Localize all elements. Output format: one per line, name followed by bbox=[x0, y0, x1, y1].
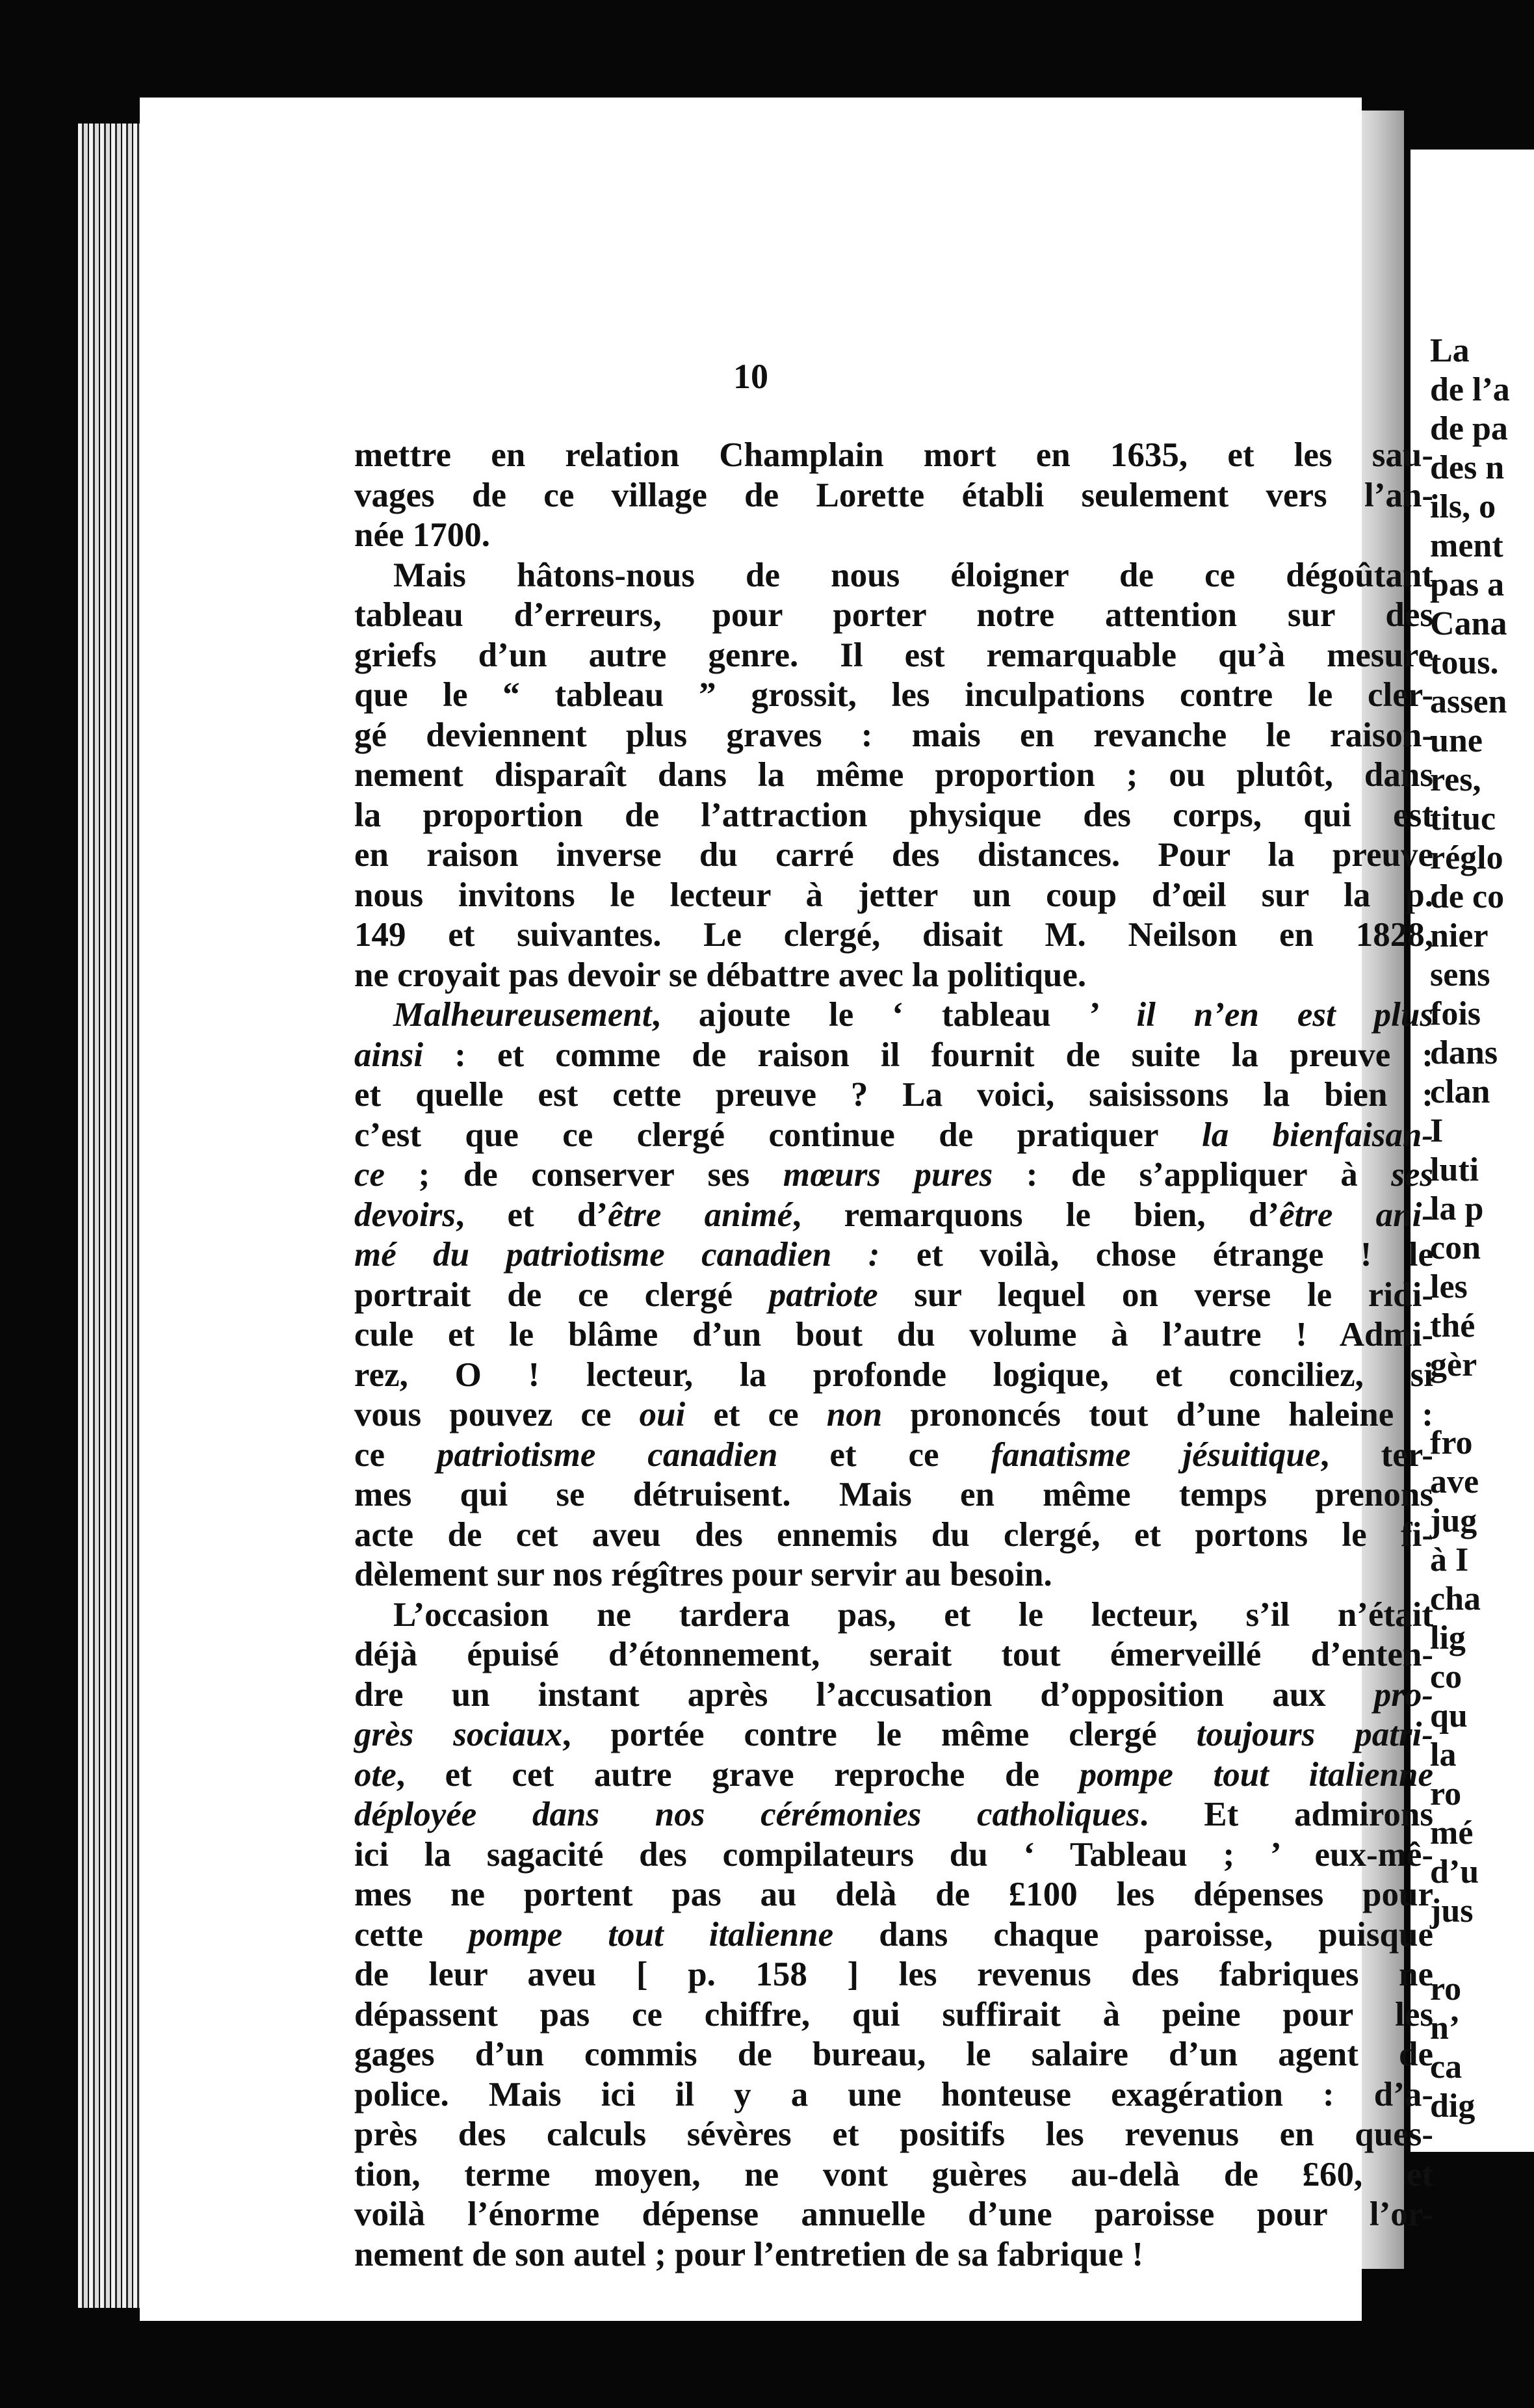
text-segment: ; de conserver ses bbox=[385, 1156, 783, 1194]
facing-fragment: la p bbox=[1430, 1190, 1484, 1227]
italic-segment: toujours patri- bbox=[1196, 1716, 1433, 1753]
text-line: près des calculs sévères et positifs les revenus en ques- bbox=[354, 2115, 1433, 2153]
facing-fragment: nier bbox=[1430, 917, 1488, 954]
facing-fragment: cha bbox=[1430, 1580, 1481, 1617]
facing-fragment: pas a bbox=[1430, 566, 1505, 603]
facing-fragment: de l’a bbox=[1430, 371, 1510, 408]
facing-fragment: les bbox=[1430, 1268, 1468, 1305]
text-line: déjà épuisé d’étonnement, serait tout émerveillé d’enten- bbox=[354, 1636, 1433, 1673]
facing-fragment: fro bbox=[1430, 1424, 1473, 1461]
facing-fragment: co bbox=[1430, 1658, 1462, 1695]
text-segment: et ce bbox=[685, 1396, 827, 1433]
italic-segment: mœurs pures bbox=[783, 1156, 993, 1194]
text-line: ici la sagacité des compilateurs du ‘ Tableau ; ’ eux-mê- bbox=[354, 1835, 1433, 1874]
text-line: ne croyait pas devoir se débattre avec la politique. bbox=[354, 956, 1087, 994]
italic-segment: mé du patriotisme canadien : bbox=[354, 1236, 880, 1274]
text-line: police. Mais ici il y a une honteuse exagération : d’a- bbox=[354, 2075, 1433, 2114]
italic-segment: Malheureusement bbox=[393, 996, 652, 1034]
text-line bbox=[354, 1116, 1433, 1156]
text-line: en raison inverse du carré des distances. Pour la preuve bbox=[354, 836, 1433, 874]
text-line: de leur aveu [ p. 158 ] les revenus des fabriques ne bbox=[354, 1956, 1433, 1993]
italic-segment: ses bbox=[1391, 1156, 1433, 1194]
text-segment: : et comme de raison il fournit de suite la preuve : bbox=[423, 1036, 1433, 1074]
italic-segment: pompe tout italienne bbox=[1079, 1755, 1433, 1794]
text-segment: . Et admirons bbox=[1139, 1796, 1433, 1833]
facing-fragment bbox=[1430, 1385, 1510, 1424]
text-segment: et voilà, chose étrange ! le bbox=[879, 1236, 1434, 1274]
text-line bbox=[354, 995, 1433, 1036]
text-line bbox=[354, 1036, 1433, 1076]
text-line bbox=[354, 1395, 1433, 1435]
italic-segment: ote bbox=[354, 1755, 396, 1794]
text-line: dèlement sur nos régîtres pour servir au besoin. bbox=[354, 1556, 1052, 1593]
facing-fragment: luti bbox=[1430, 1151, 1479, 1188]
facing-fragment: ils, o bbox=[1430, 488, 1496, 525]
text-segment: c’est que ce clergé continue de pratiquer bbox=[354, 1116, 1202, 1154]
facing-fragment: mé bbox=[1430, 1814, 1474, 1852]
facing-fragment: de co bbox=[1430, 878, 1505, 915]
text-line: gé deviennent plus graves : mais en revanche le raison- bbox=[354, 716, 1433, 754]
text-line: nement disparaît dans la même proportion ; ou plutôt, dans bbox=[354, 756, 1433, 794]
text-segment: sur lequel on verse le ridi- bbox=[878, 1276, 1433, 1314]
text-line: nous invitons le lecteur à jetter un coup d’œil sur la p. bbox=[354, 876, 1433, 914]
facing-fragment: dans bbox=[1430, 1034, 1498, 1071]
facing-fragment: assen bbox=[1430, 683, 1507, 720]
facing-fragment: à I bbox=[1430, 1541, 1469, 1578]
text-segment: portrait de ce clergé bbox=[354, 1276, 769, 1314]
facing-fragment: fois bbox=[1430, 995, 1481, 1032]
facing-fragment: I bbox=[1430, 1112, 1444, 1149]
text-segment: ce bbox=[354, 1435, 437, 1474]
text-segment: cette bbox=[354, 1915, 469, 1954]
text-line: L’occasion ne tardera pas, et le lecteur, s’il n’était bbox=[393, 1595, 1433, 1634]
italic-segment: oui bbox=[639, 1396, 686, 1433]
text-line: dépassent pas ce chiffre, qui suffirait à peine pour les bbox=[354, 1995, 1433, 2034]
text-line: mes ne portent pas au delà de £100 les dépenses pour bbox=[354, 1876, 1433, 1913]
italic-segment: devoirs bbox=[354, 1196, 456, 1234]
text-line: mettre en relation Champlain mort en 1635, et les sau- bbox=[354, 436, 1433, 474]
facing-fragment: la bbox=[1430, 1736, 1457, 1773]
italic-segment: patriotisme canadien bbox=[436, 1435, 778, 1474]
text-line: gages d’un commis de bureau, le salaire d’un agent de bbox=[354, 2035, 1433, 2073]
text-line: nement de son autel ; pour l’entretien de sa fabrique ! bbox=[354, 2235, 1144, 2273]
facing-fragment: tous. bbox=[1430, 644, 1499, 681]
text-line: la proportion de l’attraction physique des corps, qui est bbox=[354, 796, 1433, 834]
book-page bbox=[140, 98, 1434, 2321]
text-line: Mais hâtons-nous de nous éloigner de ce dégoûtant bbox=[393, 556, 1433, 594]
facing-fragment: ment bbox=[1430, 527, 1503, 564]
italic-segment: fanatisme jésuitique bbox=[991, 1435, 1321, 1474]
facing-fragment: con bbox=[1430, 1229, 1481, 1266]
page-number: 10 bbox=[733, 357, 768, 396]
text-line bbox=[354, 1755, 1433, 1796]
facing-fragment: tituc bbox=[1430, 800, 1496, 837]
text-line: tableau d’erreurs, pour porter notre attention sur des bbox=[354, 596, 1433, 634]
book-binding bbox=[78, 124, 143, 2308]
italic-segment: pompe tout italienne bbox=[468, 1915, 834, 1954]
text-line bbox=[354, 1196, 1433, 1236]
text-line bbox=[354, 1795, 1433, 1835]
facing-fragment: res, bbox=[1430, 761, 1481, 798]
facing-fragment: de pa bbox=[1430, 410, 1508, 447]
facing-fragment: jug bbox=[1430, 1502, 1477, 1539]
text-segment: , et cet autre grave reproche de bbox=[396, 1755, 1080, 1794]
text-segment: et ce bbox=[777, 1435, 991, 1474]
text-segment: , ajoute le ‘ tableau ’ bbox=[651, 996, 1137, 1034]
italic-segment: être ani- bbox=[1279, 1196, 1433, 1234]
facing-fragment: Cana bbox=[1430, 605, 1507, 642]
text-line bbox=[354, 1915, 1433, 1956]
text-line bbox=[354, 1675, 1433, 1716]
facing-fragment: n’ bbox=[1430, 2009, 1461, 2047]
facing-page-text bbox=[1430, 332, 1510, 2126]
text-segment: , portée contre le même clergé bbox=[562, 1716, 1197, 1753]
facing-fragment bbox=[1430, 1931, 1510, 1970]
italic-segment: ainsi bbox=[354, 1036, 424, 1074]
italic-segment: pro- bbox=[1373, 1675, 1433, 1714]
facing-fragment: ave bbox=[1430, 1463, 1479, 1500]
text-line: et quelle est cette preuve ? La voici, saisissons la bien : bbox=[354, 1076, 1433, 1114]
text-segment: , remarquons le bien, d’ bbox=[792, 1196, 1280, 1234]
facing-fragment: La bbox=[1430, 332, 1470, 369]
text-line bbox=[354, 1155, 1433, 1196]
text-segment: : de s’appliquer à bbox=[993, 1156, 1392, 1194]
text-line bbox=[354, 1276, 1433, 1316]
text-segment: dans chaque paroisse, puisque bbox=[833, 1915, 1434, 1954]
text-line: tion, terme moyen, ne vont guères au-delà de £60, et bbox=[354, 2155, 1433, 2193]
facing-fragment: d’u bbox=[1430, 1853, 1479, 1891]
italic-segment: ce bbox=[354, 1156, 385, 1194]
italic-segment: déployée dans nos cérémonies catholiques bbox=[354, 1796, 1140, 1833]
facing-fragment: sens bbox=[1430, 956, 1490, 993]
text-line: rez, O ! lecteur, la profonde logique, et conciliez, si bbox=[354, 1355, 1433, 1394]
facing-fragment: lig bbox=[1430, 1619, 1466, 1656]
facing-fragment: clan bbox=[1430, 1073, 1490, 1110]
facing-fragment: ca bbox=[1430, 2048, 1462, 2086]
text-line: née 1700. bbox=[354, 516, 491, 554]
facing-fragment: une bbox=[1430, 722, 1483, 759]
facing-fragment: ro bbox=[1430, 1775, 1462, 1813]
italic-segment: grès sociaux bbox=[354, 1716, 563, 1753]
facing-fragment: réglo bbox=[1430, 839, 1503, 876]
text-line bbox=[354, 1715, 1433, 1755]
text-segment: , ter- bbox=[1320, 1435, 1433, 1474]
text-segment: dre un instant après l’accusation d’opposition aux bbox=[354, 1675, 1374, 1714]
italic-segment: non bbox=[826, 1396, 883, 1433]
facing-fragment: jus bbox=[1430, 1892, 1474, 1930]
italic-segment: la bienfaisan- bbox=[1202, 1116, 1433, 1154]
page-text bbox=[354, 436, 1433, 2275]
text-line: acte de cet aveu des ennemis du clergé, et portons le fi- bbox=[354, 1515, 1433, 1554]
facing-fragment: ro bbox=[1430, 1970, 1462, 2008]
text-line: que le “ tableau ” grossit, les inculpations contre le cler- bbox=[354, 676, 1433, 714]
text-line: griefs d’un autre genre. Il est remarquable qu’à mesure bbox=[354, 636, 1433, 674]
text-line: 149 et suivantes. Le clergé, disait M. Neilson en 1828, bbox=[354, 916, 1433, 954]
italic-segment: être animé bbox=[608, 1196, 793, 1234]
text-segment: , et d’ bbox=[456, 1196, 608, 1234]
text-line bbox=[354, 1435, 1433, 1476]
text-line: vages de ce village de Lorette établi seulement vers l’an- bbox=[354, 476, 1433, 514]
italic-segment: il n’en est plus bbox=[1136, 996, 1434, 1034]
italic-segment: patriote bbox=[768, 1276, 878, 1314]
facing-fragment: gèr bbox=[1430, 1346, 1477, 1383]
text-segment: prononcés tout d’une haleine : bbox=[882, 1396, 1433, 1433]
facing-fragment: qu bbox=[1430, 1697, 1468, 1734]
facing-fragment: des n bbox=[1430, 449, 1505, 486]
text-line: cule et le blâme d’un bout du volume à l’autre ! Admi- bbox=[354, 1316, 1433, 1354]
facing-fragment: thé bbox=[1430, 1307, 1476, 1344]
text-line bbox=[354, 1235, 1433, 1276]
text-line: mes qui se détruisent. Mais en même temps prenons bbox=[354, 1476, 1433, 1513]
text-line: voilà l’énorme dépense annuelle d’une paroisse pour l’or- bbox=[354, 2195, 1433, 2233]
facing-fragment: dig bbox=[1430, 2087, 1476, 2125]
text-segment: vous pouvez ce bbox=[354, 1396, 640, 1433]
